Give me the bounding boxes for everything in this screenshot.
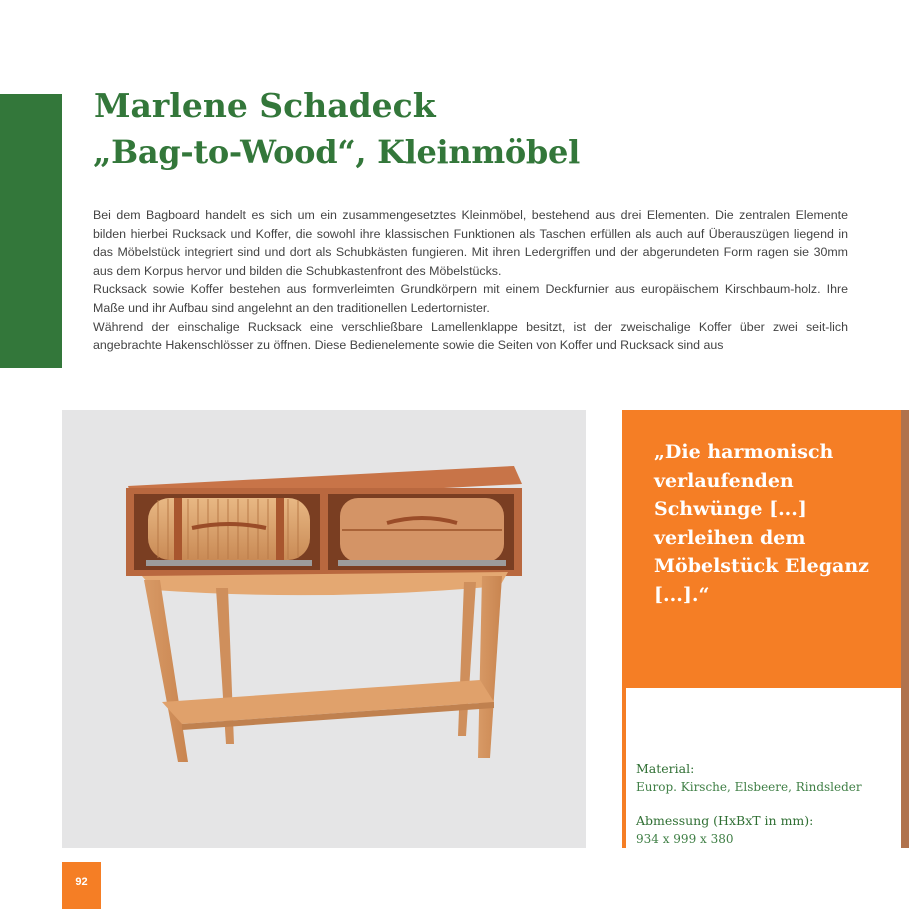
material-value: Europ. Kirsche, Elsbeere, Rindsleder <box>636 780 862 794</box>
material-label: Material: <box>636 761 695 776</box>
photo-edge-strip <box>901 410 909 848</box>
pull-quote: „Die harmonisch verlaufenden Schwünge [...] verleihen dem Möbelstück Eleganz [...].“ <box>654 441 869 606</box>
body-text <box>93 206 848 372</box>
quote-box <box>622 410 901 688</box>
orange-divider <box>622 688 626 848</box>
green-accent-bar <box>0 94 62 368</box>
dimension-value: 934 x 999 x 380 <box>636 832 734 846</box>
body-paragraph-1: Bei dem Bagboard handelt es sich um ein zusammengesetztes Kleinmöbel, bestehend aus drei Elementen. Die zentralen Elemente bilden hierbei Rucksack und Koffer, die sowohl ihre klassischen Funktionen als Taschen erfüllen als auch auf Überauszügen liegend in das Möbelstück integriert sind und dort als Schubkästen fungieren. Mit ihren Ledergriffen und der abgerundeten Form ragen sie 30mm aus dem Korpus hervor und bilden die Schubkastenfront des Möbelstücks. <box>93 208 848 278</box>
project-title: „Bag-to-Wood“, Kleinmöbel <box>93 133 580 171</box>
furniture-illustration <box>62 410 586 848</box>
page-number: 92 <box>75 876 88 888</box>
body-paragraph-3: Während der einschalige Rucksack eine verschließbare Lamellenklappe besitzt, ist der zweischalige Koffer über zwei seit-lich angebrachte Hakenschlösser zu öffnen. Diese Bedienelemente sowie die Seiten von Koffer und Rucksack sind aus <box>93 319 848 353</box>
designer-name: Marlene Schadeck <box>94 86 436 125</box>
dimension-label: Abmessung (HxBxT in mm): <box>636 813 814 828</box>
furniture-photo <box>62 410 586 848</box>
material-block <box>636 760 862 796</box>
body-paragraph-2: Rucksack sowie Koffer bestehen aus formverleimten Grundkörpern mit einem Deckfurnier aus europäischem Kirschbaum-holz. Ihre Maße und ihr Aufbau sind angelehnt an den traditionellen Ledertornister. <box>93 282 848 315</box>
dimension-block <box>636 812 813 848</box>
page-number-box <box>62 862 101 909</box>
